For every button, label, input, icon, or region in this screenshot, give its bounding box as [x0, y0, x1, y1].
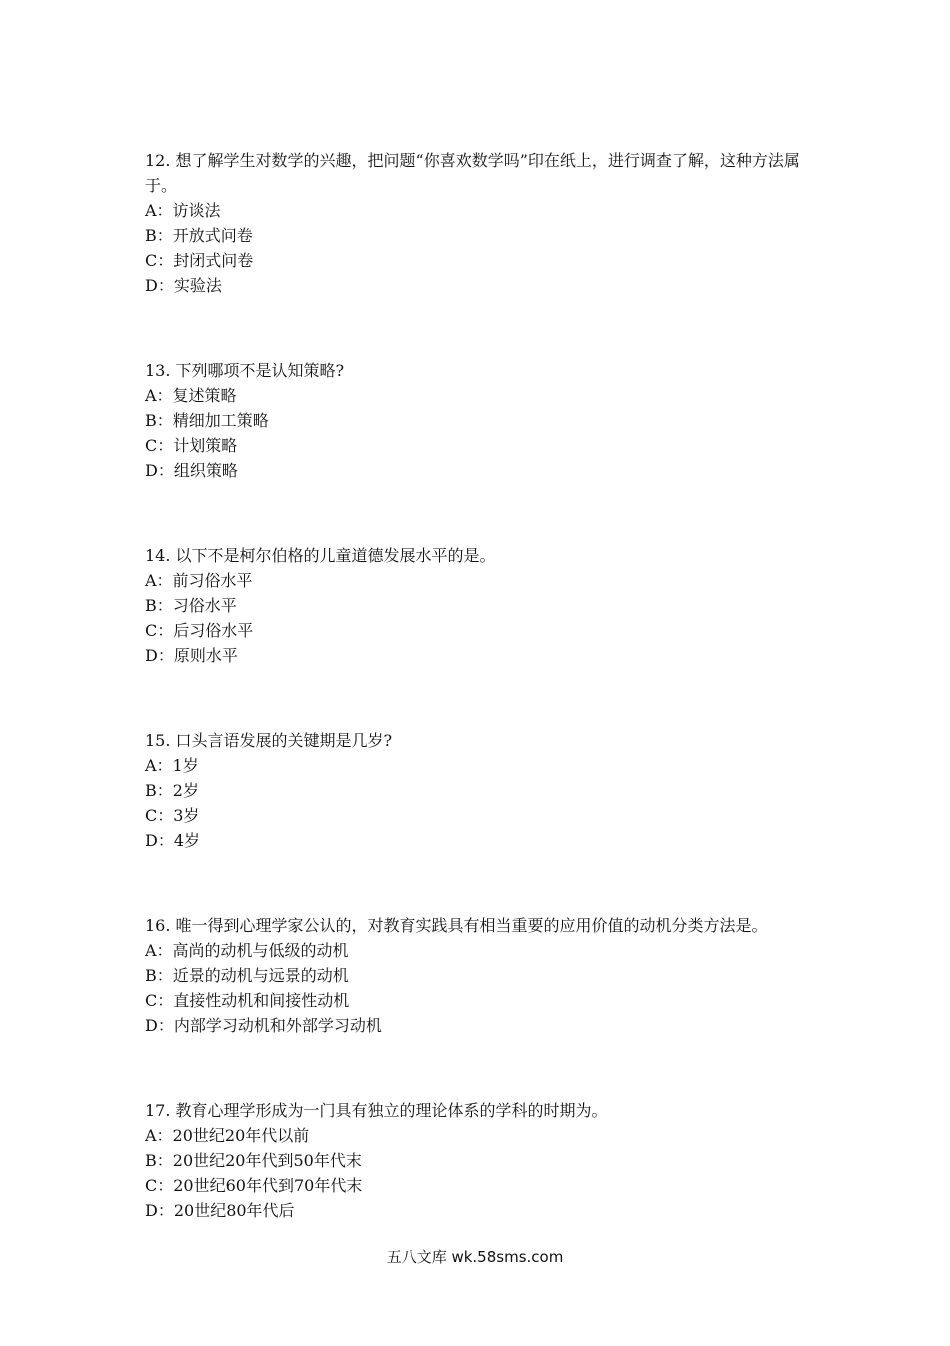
- option-d: D：组织策略: [145, 461, 238, 480]
- option-b: B：开放式问卷: [145, 226, 253, 245]
- option-list: [145, 198, 815, 298]
- question-16: [145, 913, 815, 1038]
- option-list: [145, 753, 815, 853]
- question-15: [145, 728, 815, 853]
- question-text: 13. 下列哪项不是认知策略?: [145, 361, 345, 380]
- option-a: A：高尚的动机与低级的动机: [145, 941, 349, 960]
- option-a: A：前习俗水平: [145, 571, 253, 590]
- question-text: 17. 教育心理学形成为一门具有独立的理论体系的学科的时期为。: [145, 1101, 608, 1120]
- option-c: C：计划策略: [145, 436, 238, 455]
- option-list: [145, 938, 815, 1038]
- page-footer: 五八文库 wk.58sms.com: [386, 1248, 564, 1266]
- option-a: A：访谈法: [145, 201, 221, 220]
- question-text: 16. 唯一得到心理学家公认的，对教育实践具有相当重要的应用价值的动机分类方法是。: [145, 916, 768, 935]
- option-c: C：封闭式问卷: [145, 251, 254, 270]
- question-14: [145, 543, 815, 668]
- option-c: C：直接性动机和间接性动机: [145, 991, 350, 1010]
- question-17: [145, 1098, 815, 1223]
- option-list: [145, 1123, 815, 1223]
- question-text: 12. 想了解学生对数学的兴趣，把问题“你喜欢数学吗”印在纸上，进行调查了解，这种方法属于。: [145, 151, 800, 195]
- option-b: B：近景的动机与远景的动机: [145, 966, 349, 985]
- question-text: 14. 以下不是柯尔伯格的儿童道德发展水平的是。: [145, 546, 496, 565]
- question-12: [145, 148, 815, 298]
- option-a: A：20世纪20年代以前: [145, 1126, 310, 1145]
- option-d: D：4岁: [145, 831, 201, 850]
- option-c: C：3岁: [145, 806, 200, 825]
- option-d: D：20世纪80年代后: [145, 1201, 295, 1220]
- option-list: [145, 568, 815, 668]
- option-d: D：原则水平: [145, 646, 238, 665]
- question-text: 15. 口头言语发展的关键期是几岁?: [145, 731, 393, 750]
- question-13: [145, 358, 815, 483]
- option-a: A：1岁: [145, 756, 199, 775]
- option-list: [145, 383, 815, 483]
- option-a: A：复述策略: [145, 386, 237, 405]
- document-body: [145, 148, 815, 1223]
- option-d: D：实验法: [145, 276, 222, 295]
- option-c: C：20世纪60年代到70年代末: [145, 1176, 363, 1195]
- option-b: B：习俗水平: [145, 596, 237, 615]
- option-d: D：内部学习动机和外部学习动机: [145, 1016, 382, 1035]
- option-b: B：2岁: [145, 781, 199, 800]
- option-c: C：后习俗水平: [145, 621, 254, 640]
- option-b: B：精细加工策略: [145, 411, 269, 430]
- option-b: B：20世纪20年代到50年代末: [145, 1151, 362, 1170]
